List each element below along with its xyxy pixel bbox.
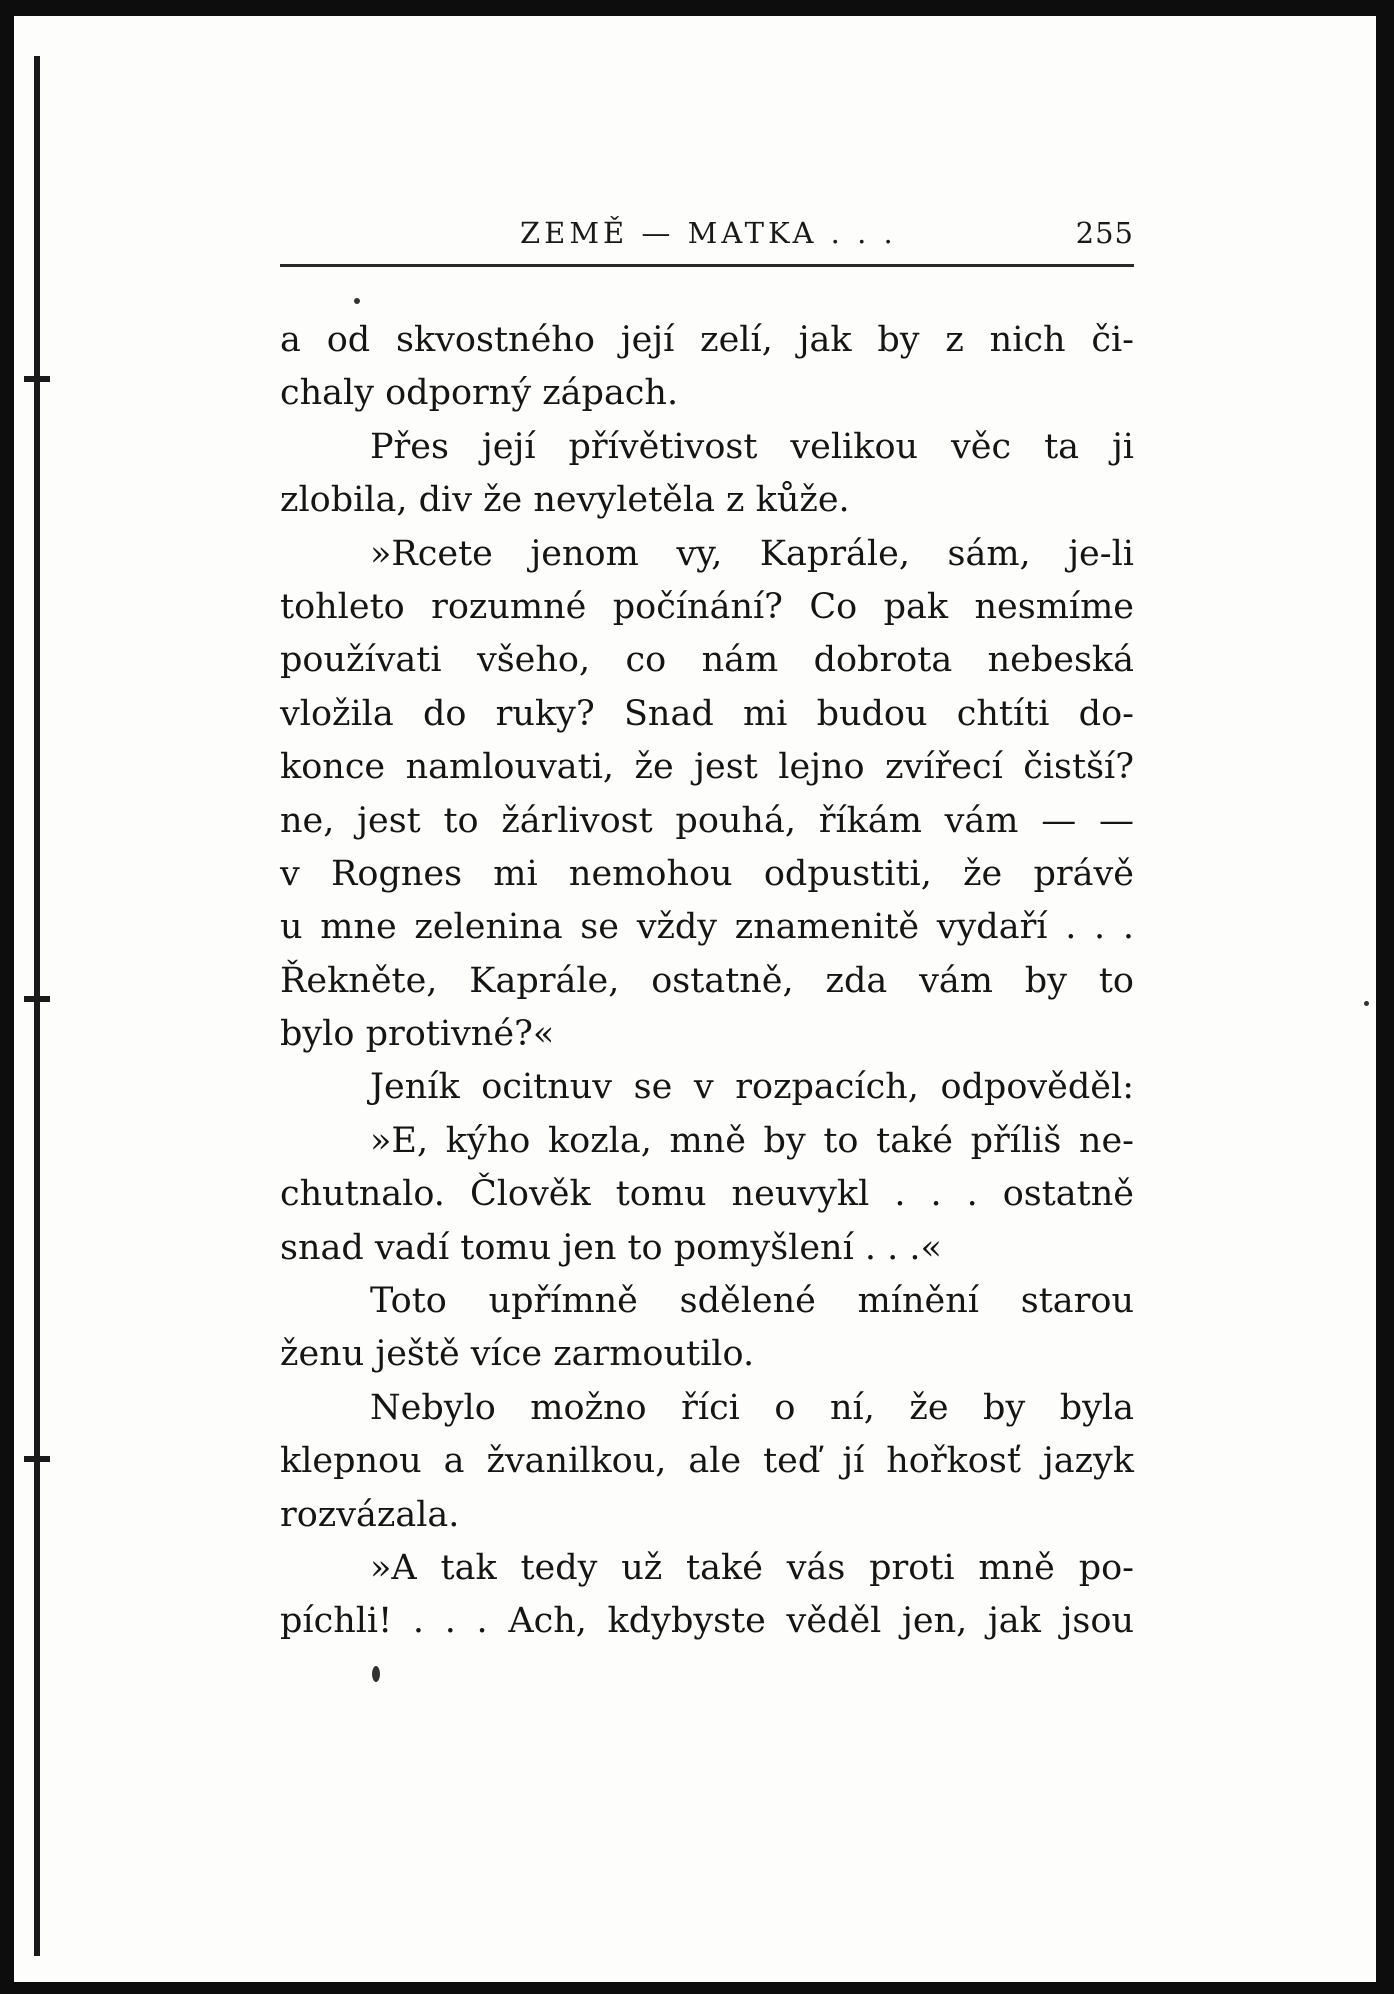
text-line: chaly odporný zápach. bbox=[280, 373, 679, 414]
text-line: snad vadí tomu jen to pomyšlení . . .« bbox=[280, 1227, 942, 1268]
running-title: ZEMĚ — MATKA . . . bbox=[520, 216, 897, 250]
text-line: »E, kýho kozla, mně by to také příliš ne- bbox=[370, 1120, 1134, 1161]
text-line: vložila do ruky? Snad mi budou chtíti do- bbox=[280, 693, 1134, 734]
text-line: »Rcete jenom vy, Kaprále, sám, je-li bbox=[370, 533, 1134, 574]
text-line: a od skvostného její zelí, jak by z nich či- bbox=[280, 320, 1134, 360]
text-line: konce namlouvati, že jest lejno zvířecí čistší? bbox=[280, 747, 1134, 788]
text-line: rozvázala. bbox=[280, 1494, 460, 1535]
text-line: Jeník ocitnuv se v rozpacích, odpověděl: bbox=[370, 1067, 1134, 1108]
ink-speck bbox=[372, 1666, 380, 1682]
page-header bbox=[280, 210, 1134, 260]
text-line: tohleto rozumné počínání? Co pak nesmíme bbox=[280, 586, 1134, 627]
text-line: Přes její přívětivost velikou věc ta ji bbox=[370, 426, 1134, 467]
binding-mark bbox=[24, 996, 50, 1002]
text-line: »A tak tedy už také vás proti mně po- bbox=[370, 1547, 1134, 1588]
text-line: ženu ještě více zarmoutilo. bbox=[280, 1334, 755, 1375]
ink-speck bbox=[1364, 1001, 1369, 1006]
binding-edge bbox=[34, 56, 40, 1956]
text-line: bylo protivné?« bbox=[280, 1014, 555, 1055]
text-line: zlobila, div že nevyletěla z kůže. bbox=[280, 480, 850, 521]
text-line: chutnalo. Člověk tomu neuvykl . . . ostatně bbox=[280, 1174, 1134, 1215]
binding-mark bbox=[24, 376, 50, 382]
text-line: ne, jest to žárlivost pouhá, říkám vám — — bbox=[280, 800, 1134, 841]
text-line: klepnou a žvanilkou, ale teď jí hořkosť jazyk bbox=[280, 1441, 1134, 1482]
text-line: v Rognes mi nemohou odpustiti, že právě bbox=[280, 853, 1134, 894]
text-line: Nebylo možno říci o ní, že by byla bbox=[370, 1387, 1134, 1428]
text-line: u mne zelenina se vždy znamenitě vydaří . . . bbox=[280, 907, 1134, 948]
page-number: 255 bbox=[1075, 216, 1134, 250]
binding-mark bbox=[24, 1456, 50, 1462]
text-line: používati všeho, co nám dobrota nebeská bbox=[280, 640, 1134, 681]
body-text bbox=[280, 314, 1134, 1649]
text-line: Toto upřímně sdělené mínění starou bbox=[370, 1281, 1134, 1322]
ink-speck bbox=[354, 298, 360, 304]
text-line: píchli! . . . Ach, kdybyste věděl jen, jak jsou bbox=[280, 1601, 1134, 1642]
scan-edge bbox=[1376, 0, 1394, 1994]
text-line: Řekněte, Kaprále, ostatně, zda vám by to bbox=[280, 960, 1134, 1001]
header-rule bbox=[280, 264, 1134, 267]
